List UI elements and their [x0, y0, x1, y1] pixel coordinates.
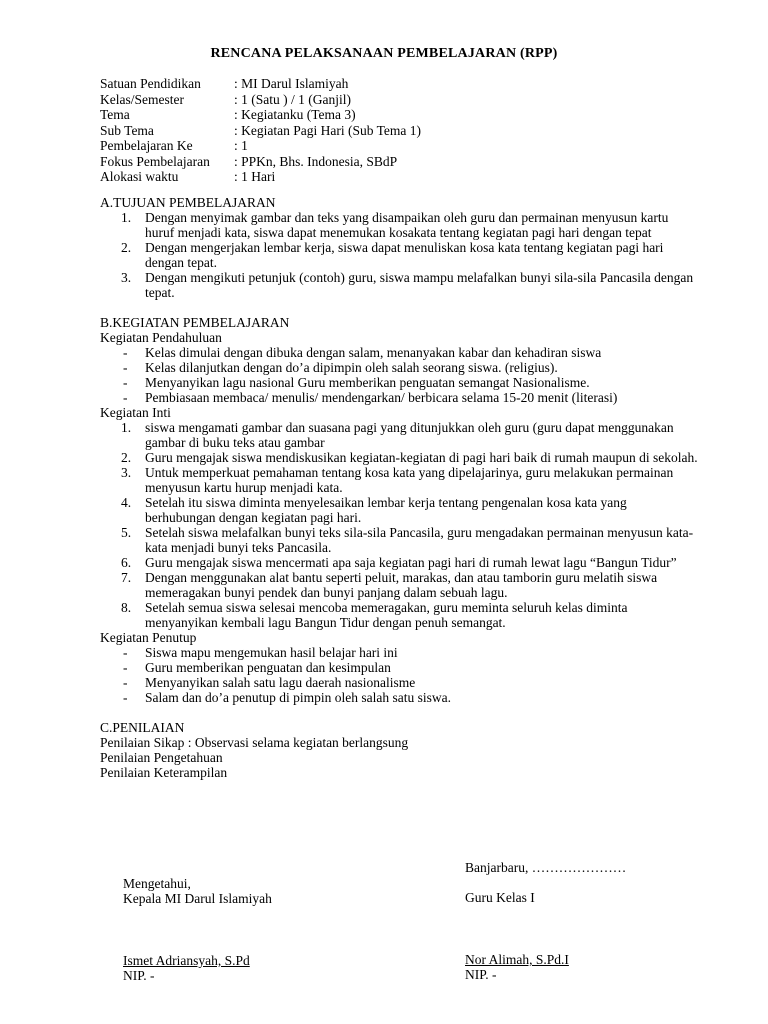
info-key: Pembelajaran Ke	[100, 138, 193, 153]
info-value: : 1	[234, 138, 248, 153]
item-dash: -	[123, 675, 128, 690]
item-number: 5.	[121, 525, 132, 540]
info-key: Alokasi waktu	[100, 169, 179, 184]
item-dash: -	[123, 660, 128, 675]
penilaian-line: Penilaian Sikap : Observasi selama kegiatan berlangsung	[100, 735, 409, 750]
info-row	[100, 92, 421, 108]
info-row	[100, 123, 421, 139]
item-text: Guru mengajak siswa mencermati apa saja kegiatan pagi hari di rumah lewat lagu “Bangun Tidur”	[145, 555, 677, 570]
item-number: 7.	[121, 570, 132, 585]
item-text: Setelah semua siswa selesai mencoba memeragakan, guru meminta seluruh kelas diminta menyanyikan kembali lagu Bangun Tidur dengan penuh semangat.	[145, 600, 628, 630]
item-text: Untuk memperkuat pemahaman tentang kosa kata yang dipelajarinya, guru melakukan permainan menyusun kartu hurup menjadi kata.	[145, 465, 674, 495]
list-item	[100, 390, 700, 405]
list-item	[100, 570, 700, 600]
principal-nip: NIP. -	[123, 968, 155, 983]
item-number: 1.	[121, 420, 132, 435]
info-value: : PPKn, Bhs. Indonesia, SBdP	[234, 153, 398, 169]
item-text: Setelah itu siswa diminta menyelesaikan lembar kerja tentang pengenalan kosa kata yang berhubungan dengan kegiatan pagi hari.	[145, 495, 627, 525]
document-title: RENCANA PELAKSANAAN PEMBELAJARAN (RPP)	[210, 46, 558, 61]
item-text: Guru memberikan penguatan dan kesimpulan	[145, 660, 391, 675]
teacher-nip: NIP. -	[465, 967, 497, 982]
item-text: Salam dan do’a penutup di pimpin oleh salah satu siswa.	[145, 690, 451, 705]
list-item	[100, 240, 700, 270]
item-number: 2.	[121, 240, 132, 255]
item-text: Guru mengajak siswa mendiskusikan kegiatan-kegiatan di pagi hari baik di rumah maupun di sekolah.	[145, 450, 698, 465]
section-heading-tujuan: A.TUJUAN PEMBELAJARAN	[100, 195, 276, 210]
list-item	[100, 645, 700, 660]
list-item	[100, 270, 700, 300]
penilaian-line: Penilaian Keterampilan	[100, 765, 228, 780]
spacer	[100, 300, 700, 315]
subsection-label-penutup: Kegiatan Penutup	[100, 630, 197, 645]
item-number: 3.	[121, 270, 132, 285]
signature-space	[123, 906, 272, 953]
signature-block-principal	[123, 876, 272, 983]
info-key: Fokus Pembelajaran	[100, 153, 210, 169]
list-item	[100, 690, 700, 705]
item-dash: -	[123, 345, 128, 360]
info-value: : 1 (Satu ) / 1 (Ganjil)	[234, 91, 351, 107]
document-body	[100, 195, 700, 780]
item-text: Dengan menggunakan alat bantu seperti peluit, marakas, dan atau tamborin guru melatih siswa memeragakan bunyi pendek dan bunyi panjang dalam sebuah lagu.	[145, 570, 658, 600]
teacher-title: Guru Kelas I	[465, 890, 535, 905]
spacer	[465, 875, 626, 890]
list-item	[100, 525, 700, 555]
info-row	[100, 107, 421, 123]
penilaian-line: Penilaian Pengetahuan	[100, 750, 223, 765]
info-row	[100, 154, 421, 170]
info-value: : Kegiatanku (Tema 3)	[234, 107, 356, 122]
item-text: Kelas dilanjutkan dengan do’a dipimpin oleh salah seorang siswa. (religius).	[145, 360, 558, 375]
info-key: Tema	[100, 107, 130, 122]
list-item	[100, 495, 700, 525]
info-value: : MI Darul Islamiyah	[234, 76, 349, 91]
list-item	[100, 210, 700, 240]
info-row	[100, 169, 421, 185]
info-key: Satuan Pendidikan	[100, 76, 201, 91]
list-item	[100, 555, 700, 570]
list-item	[100, 345, 700, 360]
item-text: Dengan menyimak gambar dan teks yang disampaikan oleh guru dan permainan menyusun kartu huruf menjadi kata, siswa dapat menemukan kosakata tentang kegiatan pagi hari dengan tepat	[145, 210, 669, 240]
item-text: Menyanyikan lagu nasional Guru memberikan penguatan semangat Nasionalisme.	[145, 375, 590, 390]
item-dash: -	[123, 645, 128, 660]
item-dash: -	[123, 375, 128, 390]
list-item	[100, 450, 700, 465]
teacher-name: Nor Alimah, S.Pd.I	[465, 952, 569, 967]
list-item	[100, 360, 700, 375]
section-heading-kegiatan: B.KEGIATAN PEMBELAJARAN	[100, 315, 290, 330]
info-value: : 1 Hari	[234, 169, 276, 184]
info-row	[100, 76, 421, 92]
info-key: Sub Tema	[100, 122, 154, 138]
info-row	[100, 138, 421, 154]
item-text: Setelah siswa melafalkan bunyi teks sila-sila Pancasila, guru mengadakan permainan menyusun kata-kata menjadi bunyi teks Pancasila.	[145, 525, 694, 555]
item-text: siswa mengamati gambar dan suasana pagi yang ditunjukkan oleh guru (guru dapat menggunakan gambar di buku teks atau gambar	[145, 420, 674, 450]
item-dash: -	[123, 390, 128, 405]
item-number: 6.	[121, 555, 132, 570]
signature-block-teacher	[465, 860, 626, 982]
list-item	[100, 375, 700, 390]
spacer	[100, 705, 700, 720]
principal-title: Kepala MI Darul Islamiyah	[123, 891, 272, 906]
item-text: Pembiasaan membaca/ menulis/ mendengarkan/ berbicara selama 15-20 menit (literasi)	[145, 390, 618, 405]
item-text: Dengan mengikuti petunjuk (contoh) guru, siswa mampu melafalkan bunyi sila-sila Pancasila dengan tepat.	[145, 270, 694, 300]
list-item	[100, 420, 700, 450]
list-item	[100, 675, 700, 690]
place-date: Banjarbaru, …………………	[465, 860, 627, 875]
item-dash: -	[123, 690, 128, 705]
info-key: Kelas/Semester	[100, 91, 184, 107]
info-table	[100, 76, 421, 185]
info-value: : Kegiatan Pagi Hari (Sub Tema 1)	[234, 122, 422, 138]
item-number: 4.	[121, 495, 132, 510]
acknowledged-label: Mengetahui,	[123, 876, 191, 891]
list-item	[100, 465, 700, 495]
item-dash: -	[123, 360, 128, 375]
item-number: 3.	[121, 465, 132, 480]
item-number: 2.	[121, 450, 132, 465]
item-number: 8.	[121, 600, 132, 615]
list-item	[100, 660, 700, 675]
list-item	[100, 600, 700, 630]
item-text: Siswa mapu mengemukan hasil belajar hari ini	[145, 645, 398, 660]
subsection-label-pendahuluan: Kegiatan Pendahuluan	[100, 330, 222, 345]
item-text: Dengan mengerjakan lembar kerja, siswa dapat menuliskan kosa kata tentang kegiatan pagi hari dengan tepat.	[145, 240, 664, 270]
item-text: Kelas dimulai dengan dibuka dengan salam, menanyakan kabar dan kehadiran siswa	[145, 345, 602, 360]
subsection-label-inti: Kegiatan Inti	[100, 405, 171, 420]
item-text: Menyanyikan salah satu lagu daerah nasionalisme	[145, 675, 416, 690]
item-number: 1.	[121, 210, 132, 225]
signature-space	[465, 905, 626, 952]
section-heading-penilaian: C.PENILAIAN	[100, 720, 185, 735]
principal-name: Ismet Adriansyah, S.Pd	[123, 953, 250, 968]
